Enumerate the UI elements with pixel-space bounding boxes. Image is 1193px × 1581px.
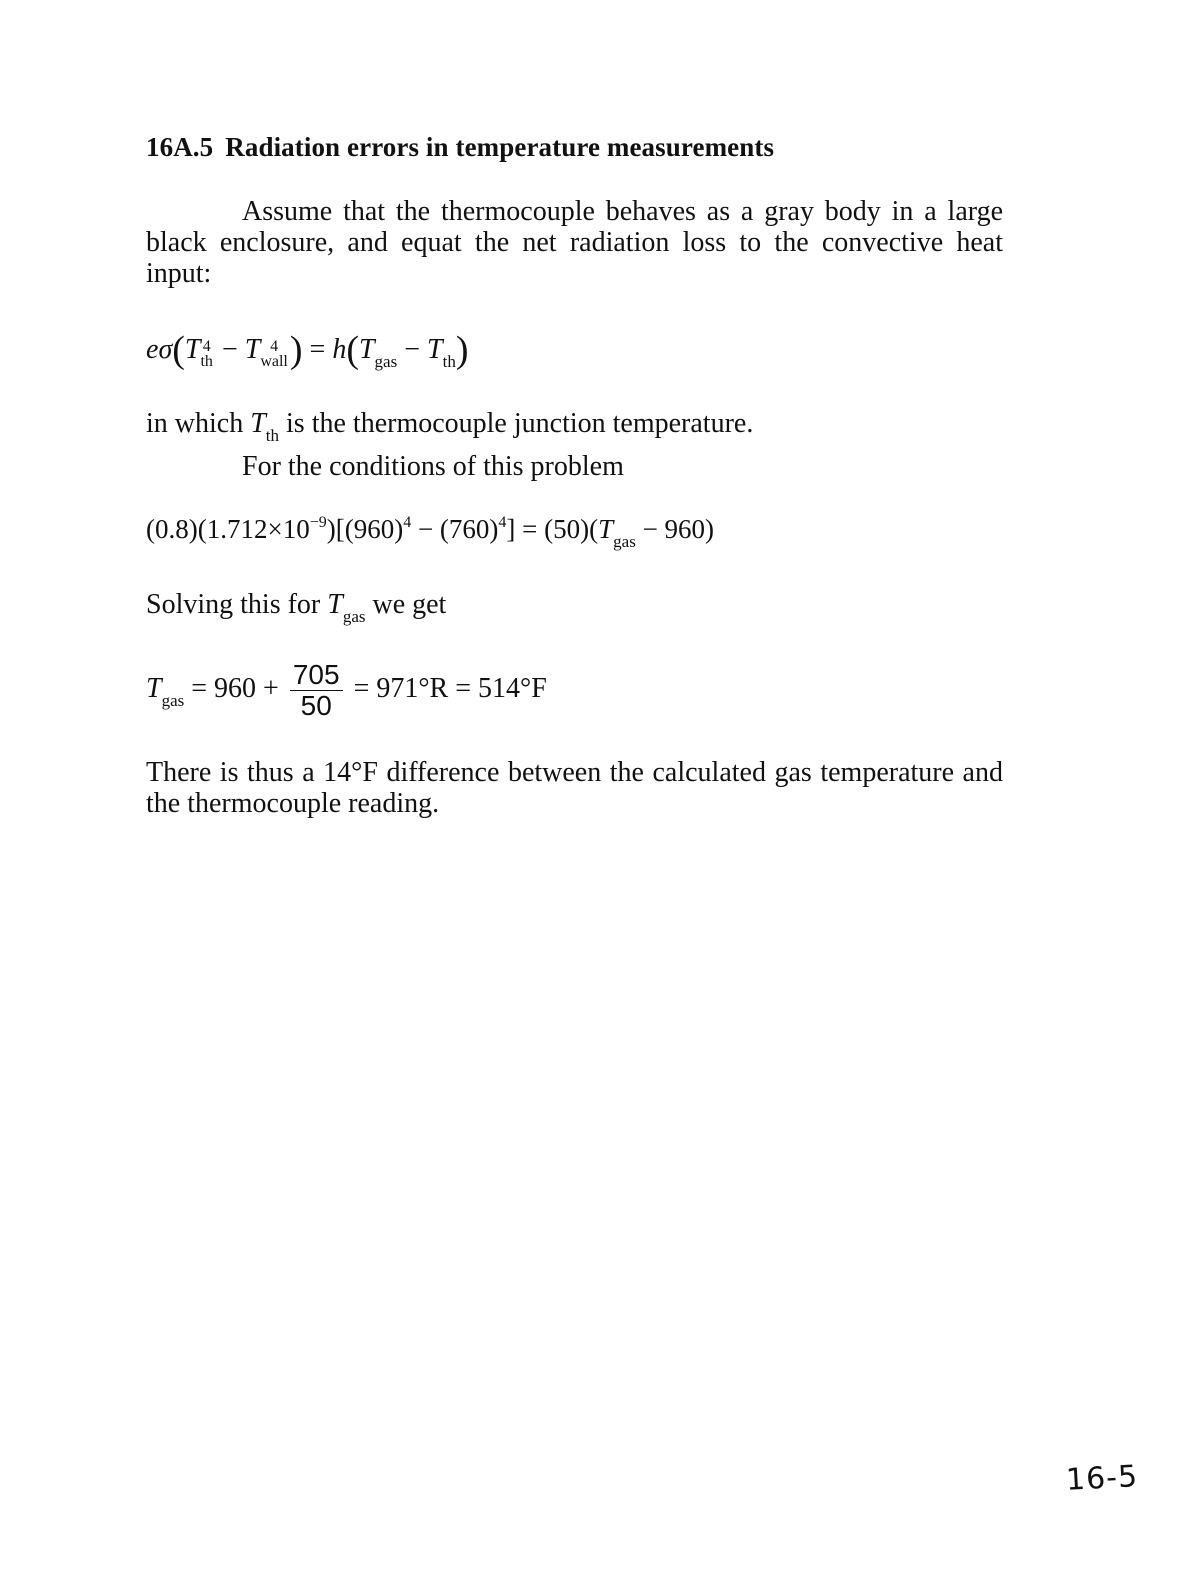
paragraph-solving: Solving this for $T_{gas}$ we get bbox=[146, 589, 447, 626]
equation-energy-balance: eσ(T 4 th − T 4 wall ) = $h(T_{gas} - T_{th})$ bbox=[146, 329, 469, 371]
fraction: $\frac{705}{50}$ bbox=[290, 660, 343, 721]
paragraph-intro: Assume that the thermocouple behaves as a gray body in a large black enclosure, and equat the net radiation loss to the convective heat input: bbox=[146, 196, 1003, 289]
equation-result: $T_{gas} = 960$ + $\frac{705}{50}$ = 971°R = 514°F bbox=[146, 659, 547, 721]
section-heading bbox=[146, 132, 774, 163]
equation-numeric: $(0.8)(1.712\times 10^{-9})[(960)^4 - (760)^4] = (50)(T_{gas} - 960)$ bbox=[146, 514, 715, 551]
section-title: Radiation errors in temperature measurements bbox=[225, 132, 775, 162]
page-number: 16-5 bbox=[1065, 1459, 1139, 1498]
paragraph-definition: in which $T_{th}$ is the thermocouple junction temperature. For the conditions of this problem bbox=[146, 408, 754, 482]
section-number: 16A.5 bbox=[146, 132, 214, 162]
paragraph-conclusion: There is thus a 14°F difference between the calculated gas temperature and the thermocouple reading. bbox=[146, 757, 1003, 819]
